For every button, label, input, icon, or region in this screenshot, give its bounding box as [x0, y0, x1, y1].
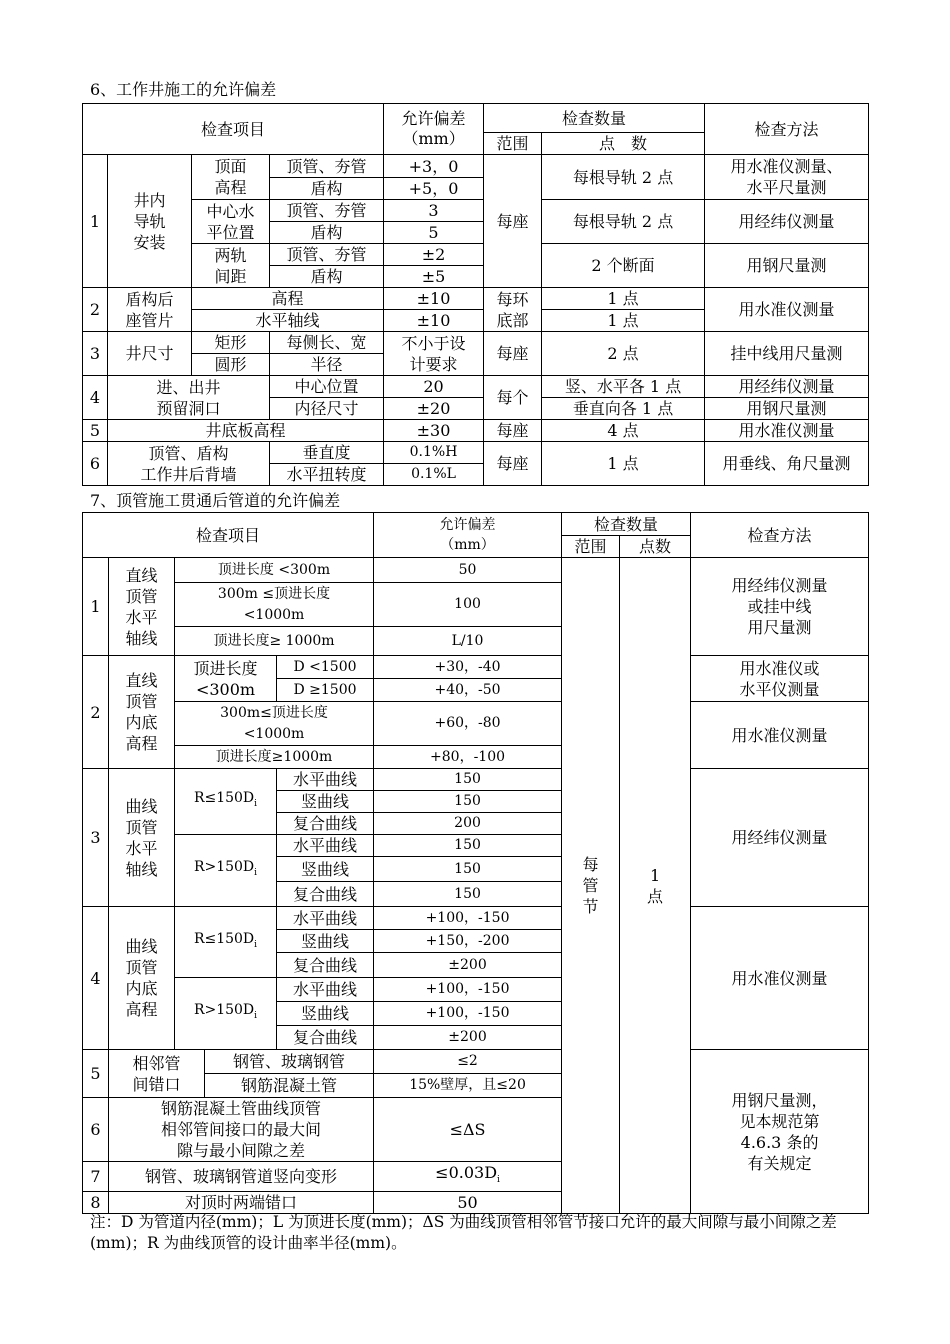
t6-r4-m2: 用钢尺量测 [705, 398, 869, 420]
t6-r5-method: 用水准仪测量 [705, 420, 869, 442]
t6-r3-no: 3 [83, 332, 108, 376]
t7-r8-label: 对顶时两端错口 [109, 1192, 374, 1214]
t6-r2-no: 2 [83, 288, 108, 332]
t7-header-item: 检查项目 [83, 513, 374, 558]
t7-r4-g2-text: R>150D [193, 1002, 255, 1019]
t7-r4-v5: +100，-150 [374, 1002, 562, 1026]
t7-r3-g2-sub: i [254, 867, 258, 878]
t7-r4-g1-text: R≤150D [193, 930, 255, 947]
t6-r4-m1: 用经纬仪测量 [705, 376, 869, 398]
t7-r4-c3a: 复合曲线 [277, 953, 374, 978]
t6-r6-range: 每座 [484, 442, 542, 486]
table-7 [82, 512, 869, 1214]
t7-r2-no: 2 [83, 656, 109, 769]
t7-pts-all: 1 点 [620, 558, 691, 1214]
t7-r3-method: 用经纬仪测量 [691, 769, 869, 907]
t6-r5-allow: ±30 [384, 420, 484, 442]
t6-r3-s2: 圆形 [192, 354, 270, 376]
t6-r2-v2: ±10 [384, 310, 484, 332]
t6-r5-range: 每座 [484, 420, 542, 442]
t6-r4-s1: 中心位置 [270, 376, 384, 398]
t6-r1-c-v2: ±5 [384, 266, 484, 288]
t6-r6-s1: 垂直度 [270, 442, 384, 464]
t7-r4-v2: +150，-200 [374, 930, 562, 953]
t7-r6-no: 6 [83, 1098, 109, 1162]
t7-r7-sub: i [497, 1175, 500, 1186]
t7-r4-g1-sub: i [254, 939, 258, 950]
t7-header-allow: 允许偏差 （mm） [374, 513, 562, 558]
section-6-title: 6、工作井施工的允许偏差 [90, 80, 277, 99]
t6-r3-label: 井尺寸 [108, 332, 192, 376]
t7-r1-s1: 顶进长度 <300m [175, 558, 374, 583]
t7-r4-g2 [175, 978, 277, 1050]
t6-r6-pts: 1 点 [542, 442, 705, 486]
t7-range-all: 每 管 节 [562, 558, 620, 1214]
t7-r8-allow: 50 [374, 1192, 562, 1214]
t6-r1-c-label: 两轨 间距 [192, 244, 270, 288]
t6-r2-s2: 水平轴线 [192, 310, 384, 332]
t6-r1-a-method: 用水准仪测量、 水平尺量测 [705, 155, 869, 200]
t6-r1-no: 1 [83, 155, 108, 288]
t7-r2-m1: 用水准仪或 水平仪测量 [691, 656, 869, 702]
t7-r3-g2-text: R>150D [193, 859, 255, 876]
t6-r3-d2: 半径 [270, 354, 384, 376]
t7-r3-c3a: 复合曲线 [277, 813, 374, 835]
t6-r1-a-v1: +3，0 [384, 155, 484, 178]
t7-r2-v4: +80，-100 [374, 746, 562, 769]
t6-r6-v1: 0.1%H [384, 442, 484, 464]
t6-r1-c-sub2: 盾构 [270, 266, 384, 288]
t7-r4-v6: ±200 [374, 1026, 562, 1050]
t7-r5-s1: 钢管、玻璃钢管 [205, 1050, 374, 1074]
t7-r3-g1 [175, 769, 277, 835]
t7-r6-allow: ≤ΔS [374, 1098, 562, 1162]
t7-r7-label: 钢管、玻璃钢管道竖向变形 [109, 1162, 374, 1192]
t7-r4-v4: +100，-150 [374, 978, 562, 1002]
t7-r3-g1-sub: i [254, 798, 258, 809]
t6-r3-allow: 不小于设 计要求 [384, 332, 484, 376]
t7-r4-label: 曲线 顶管 内底 高程 [109, 907, 175, 1050]
t7-r3-g2 [175, 835, 277, 907]
t7-r3-c2a: 竖曲线 [277, 791, 374, 813]
t6-r1-c-pts: 2 个断面 [542, 244, 705, 288]
t6-r3-range: 每座 [484, 332, 542, 376]
t7-header-points: 点数 [620, 536, 691, 558]
t6-r2-method: 用水准仪测量 [705, 288, 869, 332]
t7-r3-v3: 200 [374, 813, 562, 835]
t7-r4-c3b: 复合曲线 [277, 1026, 374, 1050]
t7-method-567: 用钢尺量测， 见本规范第 4.6.3 条的 有关规定 [691, 1050, 869, 1214]
t6-r1-range: 每座 [484, 155, 542, 288]
t7-r1-v3: L/10 [374, 627, 562, 656]
t6-r1-c-sub1: 顶管、夯管 [270, 244, 384, 266]
t7-r2-s3: 顶进长度≥1000m [175, 746, 374, 769]
t7-r4-c2b: 竖曲线 [277, 1002, 374, 1026]
t6-r1-a-v2: +5，0 [384, 178, 484, 200]
t6-r1-b-method: 用经纬仪测量 [705, 200, 869, 244]
t6-r2-s1: 高程 [192, 288, 384, 310]
t6-r4-v1: 20 [384, 376, 484, 398]
t6-r1-group: 井内 导轨 安装 [108, 155, 192, 288]
t6-r2-p1: 1 点 [542, 288, 705, 310]
t7-r5-no: 5 [83, 1050, 109, 1098]
t6-r1-b-v2: 5 [384, 222, 484, 244]
t6-r1-a-sub1: 顶管、夯管 [270, 155, 384, 178]
t6-r6-no: 6 [83, 442, 108, 486]
t7-r4-v1: +100，-150 [374, 907, 562, 930]
t6-r1-c-v1: ±2 [384, 244, 484, 266]
t7-r2-v3: +60，-80 [374, 702, 562, 746]
t7-r1-s3: 顶进长度≥ 1000m [175, 627, 374, 656]
t7-r2-d2: D ≥1500 [277, 679, 374, 702]
t6-header-qty: 检查数量 [484, 104, 705, 133]
footnote: 注：D 为管道内径(mm)；L 为顶进长度(mm)；ΔS 为曲线顶管相邻管节接口允许的最大间隙与最小间隙之差(mm)；R 为曲线顶管的设计曲率半径(mm)。 [90, 1213, 837, 1252]
t6-r2-range: 每环 底部 [484, 288, 542, 332]
t6-r1-b-sub1: 顶管、夯管 [270, 200, 384, 222]
t7-r1-no: 1 [83, 558, 109, 656]
t7-r1-method: 用经纬仪测量 或挂中线 用尺量测 [691, 558, 869, 656]
t7-r2-v1: +30，-40 [374, 656, 562, 679]
t6-r2-v1: ±10 [384, 288, 484, 310]
t7-header-range: 范围 [562, 536, 620, 558]
t7-r3-g1-text: R≤150D [193, 790, 255, 807]
t7-r4-c2a: 竖曲线 [277, 930, 374, 953]
t7-r3-v2: 150 [374, 791, 562, 813]
t7-r5-v2: 15%壁厚，且≤20 [374, 1074, 562, 1098]
t6-r1-a-label: 顶面 高程 [192, 155, 270, 200]
t6-header-points: 点 数 [542, 133, 705, 155]
t6-r3-s1: 矩形 [192, 332, 270, 354]
t7-r7-allow: ≤0.03D [435, 1163, 498, 1182]
t7-r2-d1: D <1500 [277, 656, 374, 679]
t6-r2-p2: 1 点 [542, 310, 705, 332]
t6-r3-pts: 2 点 [542, 332, 705, 376]
t6-r1-b-sub2: 盾构 [270, 222, 384, 244]
t7-r4-g1 [175, 907, 277, 978]
t7-r3-no: 3 [83, 769, 109, 907]
t6-r2-label: 盾构后 座管片 [108, 288, 192, 332]
t7-r1-v1: 50 [374, 558, 562, 583]
t7-r3-c1a: 水平曲线 [277, 769, 374, 791]
t7-r5-v1: ≤2 [374, 1050, 562, 1074]
t7-r3-label: 曲线 顶管 水平 轴线 [109, 769, 175, 907]
t7-r8-no: 8 [83, 1192, 109, 1214]
t6-header-range: 范围 [484, 133, 542, 155]
t6-r4-range: 每个 [484, 376, 542, 420]
t7-r1-s2: 300m ≤顶进长度 <1000m [175, 583, 374, 627]
t7-r7-no: 7 [83, 1162, 109, 1192]
t6-r1-b-label: 中心水 平位置 [192, 200, 270, 244]
t6-r6-method: 用垂线、角尺量测 [705, 442, 869, 486]
t7-r2-label: 直线 顶管 内底 高程 [109, 656, 175, 769]
t7-r3-v5: 150 [374, 857, 562, 882]
t7-r1-label: 直线 顶管 水平 轴线 [109, 558, 175, 656]
t7-r5-s2: 钢筋混凝土管 [205, 1074, 374, 1098]
t6-r4-no: 4 [83, 376, 108, 420]
t7-header-qty: 检查数量 [562, 513, 691, 536]
t6-r4-p1: 竖、水平各 1 点 [542, 376, 705, 398]
t7-r7-allow-cell [374, 1162, 562, 1192]
section-7-title: 7、顶管施工贯通后管道的允许偏差 [90, 491, 341, 510]
t7-r3-v4: 150 [374, 835, 562, 857]
t7-r4-c1b: 水平曲线 [277, 978, 374, 1002]
t7-r4-v3: ±200 [374, 953, 562, 978]
t7-r2-s2: 300m≤顶进长度 <1000m [175, 702, 374, 746]
table-6 [82, 103, 869, 486]
t6-r5-no: 5 [83, 420, 108, 442]
t6-r6-s2: 水平扭转度 [270, 464, 384, 486]
t6-r4-label: 进、出井 预留洞口 [108, 376, 270, 420]
t6-header-item: 检查项目 [83, 104, 384, 155]
t6-r1-b-pts: 每根导轨 2 点 [542, 200, 705, 244]
t7-r4-c1a: 水平曲线 [277, 907, 374, 930]
t6-r6-v2: 0.1%L [384, 464, 484, 486]
t7-r3-v6: 150 [374, 882, 562, 907]
t6-r3-method: 挂中线用尺量测 [705, 332, 869, 376]
t6-r1-a-pts: 每根导轨 2 点 [542, 155, 705, 200]
t6-header-allow: 允许偏差 （mm） [384, 104, 484, 155]
t7-r3-c3b: 复合曲线 [277, 882, 374, 907]
t7-r2-v2: +40，-50 [374, 679, 562, 702]
t7-r3-v1: 150 [374, 769, 562, 791]
t6-r1-a-sub2: 盾构 [270, 178, 384, 200]
t6-r3-d1: 每侧长、宽 [270, 332, 384, 354]
t6-r1-c-method: 用钢尺量测 [705, 244, 869, 288]
t7-r6-label: 钢筋混凝土管曲线顶管 相邻管间接口的最大间 隙与最小间隙之差 [109, 1098, 374, 1162]
t7-r5-label: 相邻管 间错口 [109, 1050, 205, 1098]
t7-header-method: 检查方法 [691, 513, 869, 558]
t6-r5-label: 井底板高程 [108, 420, 384, 442]
t7-r2-m2: 用水准仪测量 [691, 702, 869, 769]
t6-r4-s2: 内径尺寸 [270, 398, 384, 420]
t6-r1-b-v1: 3 [384, 200, 484, 222]
t7-r3-c1b: 水平曲线 [277, 835, 374, 857]
t7-r4-no: 4 [83, 907, 109, 1050]
t7-r3-c2b: 竖曲线 [277, 857, 374, 882]
t6-r4-v2: ±20 [384, 398, 484, 420]
t6-r6-label: 顶管、盾构 工作井后背墙 [108, 442, 270, 486]
t7-r4-g2-sub: i [254, 1010, 258, 1021]
t6-header-method: 检查方法 [705, 104, 869, 155]
t7-r2-s1: 顶进长度 <300m [175, 656, 277, 702]
t6-r4-p2: 垂直向各 1 点 [542, 398, 705, 420]
t7-r4-method: 用水准仪测量 [691, 907, 869, 1050]
t7-r1-v2: 100 [374, 583, 562, 627]
t6-r5-pts: 4 点 [542, 420, 705, 442]
